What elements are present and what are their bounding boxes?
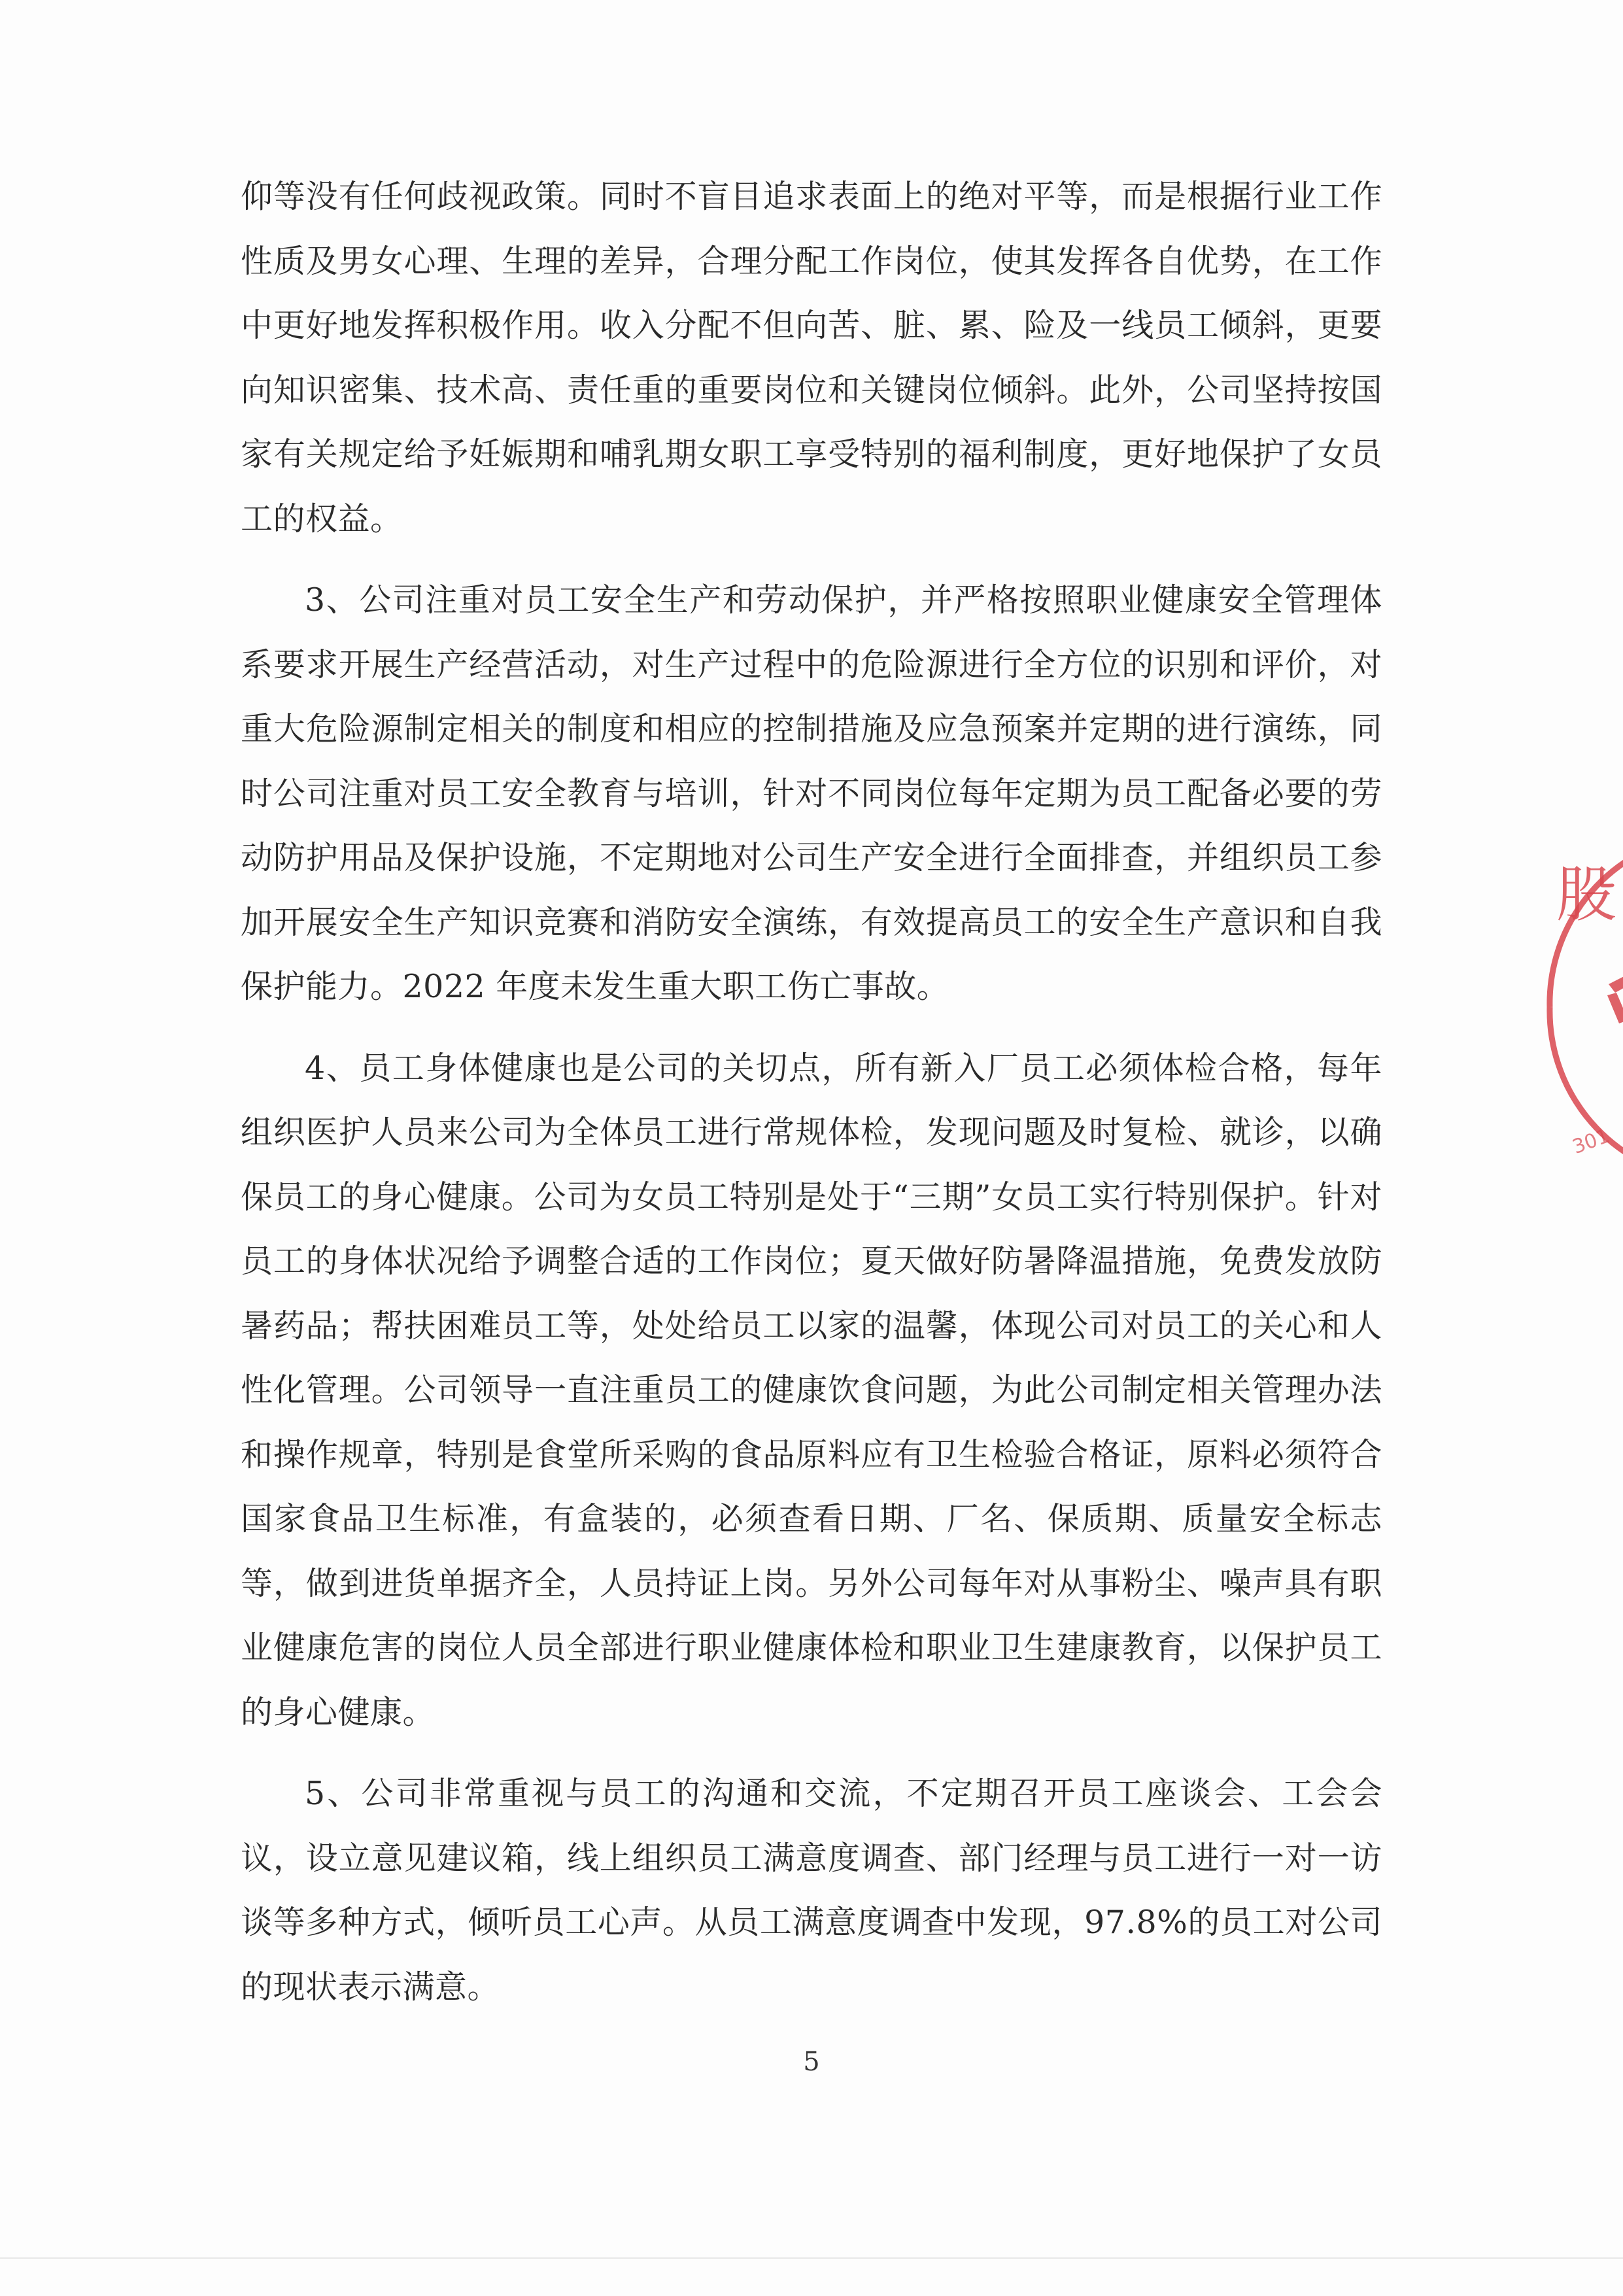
paragraph-5-communication: 5、公司非常重视与员工的沟通和交流，不定期召开员工座谈会、工会会议，设立意见建议箱，线上组织员工满意度调查、部门经理与员工进行一对一访谈等多种方式，倾听员工心声。从员工满意度调查中发现，97.8%的员工对公司的现状表示满意。	[241, 1775, 1382, 2006]
page-bottom-edge	[0, 2257, 1623, 2259]
paragraph-4-health: 4、员工身体健康也是公司的关切点，所有新入厂员工必须体检合格，每年组织医护人员来公司为全体员工进行常规体检，发现问题及时复检、就诊，以确保员工的身心健康。公司为女员工特别是处于“三期”女员工实行特别保护。针对员工的身体状况给予调整合适的工作岗位；夏天做好防暑降温措施，免费发放防暑药品；帮扶困难员工等，处处给员工以家的温馨，体现公司对员工的关心和人性化管理。公司领导一直注重员工的健康饮食问题，为此公司制定相关管理办法和操作规章，特别是食堂所采购的食品原料应有卫生检验合格证，原料必须符合国家食品卫生标准，有盒装的，必须查看日期、厂名、保质期、质量安全标志等，做到进货单据齐全，人员持证上岗。另外公司每年对从事粉尘、噪声具有职业健康危害的岗位人员全部进行职业健康体检和职业卫生建康教育，以保护员工的身心健康。	[241, 1049, 1382, 1731]
document-body	[241, 165, 1382, 2036]
company-seal-stamp	[1530, 824, 1623, 1190]
paragraph-3-safety: 3、公司注重对员工安全生产和劳动保护，并严格按照职业健康安全管理体系要求开展生产经营活动，对生产过程中的危险源进行全方位的识别和评价，对重大危险源制定相关的制度和相应的控制措施及应急预案并定期的进行演练，同时公司注重对员工安全教育与培训，针对不同岗位每年定期为员工配备必要的劳动防护用品及保护设施，不定期地对公司生产安全进行全面排查，并组织员工参加开展安全生产知识竞赛和消防安全演练，有效提高员工的安全生产意识和自我保护能力。2022 年度未发生重大职工伤亡事故。	[241, 581, 1382, 1005]
page-number: 5	[803, 2047, 820, 2077]
seal-character: 股	[1556, 860, 1617, 930]
paragraph-continuation: 仰等没有任何歧视政策。同时不盲目追求表面上的绝对平等，而是根据行业工作性质及男女心理、生理的差异，合理分配工作岗位，使其发挥各自优势，在工作中更好地发挥积极作用。收入分配不但向苦、脏、累、险及一线员工倾斜，更要向知识密集、技术高、责任重的重要岗位和关键岗位倾斜。此外，公司坚持按国家有关规定给予妊娠期和哺乳期女职工享受特别的福利制度，更好地保护了女员工的权益。	[241, 178, 1382, 538]
svg-text:301: 301	[1569, 1124, 1613, 1159]
